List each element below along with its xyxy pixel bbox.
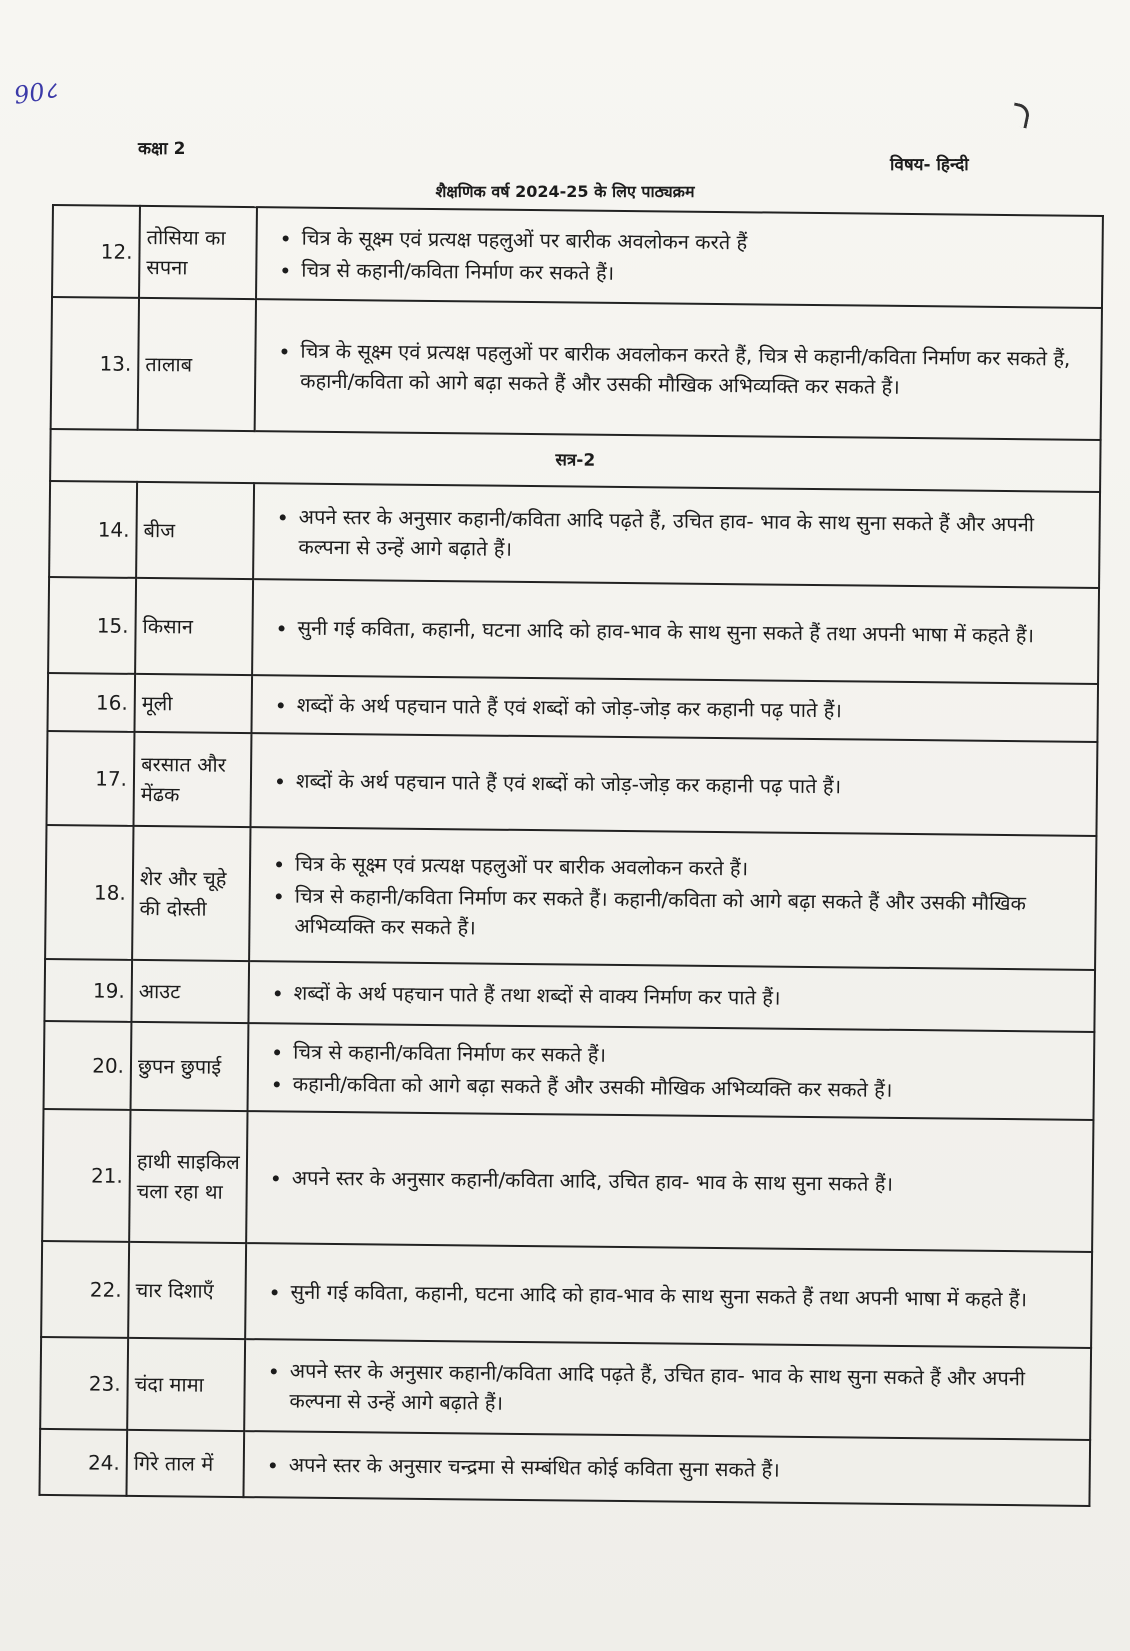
document-title: शैक्षणिक वर्ष 2024-25 के लिए पाठ्यक्रम — [435, 182, 695, 201]
outcome-list — [264, 1276, 1080, 1315]
outcome-list — [267, 1036, 1084, 1107]
lesson-title: बरसात और मेंढक — [133, 732, 251, 827]
outcome-item: • चित्र से कहानी/कविता निर्माण कर सकते हैं। — [293, 1037, 1083, 1075]
table-row — [40, 1337, 1091, 1440]
learning-outcomes — [245, 1243, 1092, 1348]
lesson-number: 23. — [40, 1337, 128, 1430]
table-row — [42, 1109, 1093, 1252]
outcome-item: • शब्दों के अर्थ पहचान पाते हैं एवं शब्दों को जोड़-जोड़ कर कहानी पढ़ पाते हैं। — [297, 690, 1087, 728]
outcome-list — [271, 689, 1087, 728]
lesson-title: आउट — [131, 960, 249, 1023]
lesson-title: तालाब — [138, 298, 256, 431]
lesson-title: बीज — [136, 482, 254, 579]
lesson-title: मूली — [134, 674, 252, 733]
table-row — [47, 673, 1098, 742]
learning-outcomes — [244, 1339, 1091, 1440]
subject-label: विषय- हिन्दी — [890, 155, 969, 175]
outcome-list — [266, 1162, 1082, 1201]
outcome-list — [268, 848, 1085, 949]
outcome-list — [268, 977, 1084, 1016]
outcome-item: • शब्दों के अर्थ पहचान पाते हैं तथा शब्दों से वाक्य निर्माण कर पाते हैं। — [294, 978, 1084, 1016]
table-row — [41, 1241, 1092, 1348]
lesson-title: चार दिशाएँ — [128, 1242, 246, 1339]
outcome-list — [274, 335, 1091, 404]
outcome-item: • चित्र के सूक्ष्म एवं प्रत्यक्ष पहलुओं पर बारीक अवलोकन करते हैं। — [295, 849, 1085, 887]
lesson-number: 16. — [47, 673, 135, 732]
lesson-number: 17. — [46, 731, 134, 826]
syllabus-table-body — [39, 205, 1102, 1506]
table-row — [48, 577, 1099, 684]
outcome-list — [272, 501, 1089, 570]
learning-outcomes — [249, 827, 1096, 970]
lesson-number: 21. — [42, 1109, 130, 1242]
table-row — [44, 959, 1095, 1032]
outcome-item: • सुनी गई कविता, कहानी, घटना आदि को हाव-भाव के साथ सुना सकते हैं तथा अपनी भाषा में कहते हैं। — [297, 613, 1087, 651]
table-row — [44, 1021, 1095, 1120]
learning-outcomes — [248, 1023, 1095, 1120]
lesson-number: 12. — [52, 205, 140, 298]
outcome-item: • शब्दों के अर्थ पहचान पाते हैं एवं शब्दों को जोड़-जोड़ कर कहानी पढ़ पाते हैं। — [296, 766, 1086, 804]
lesson-number: 24. — [39, 1429, 127, 1496]
learning-outcomes — [243, 1431, 1090, 1506]
learning-outcomes — [251, 675, 1098, 742]
outcome-item: • कहानी/कविता को आगे बढ़ा सकते हैं और उसकी मौखिक अभिव्यक्ति कर सकते हैं। — [293, 1069, 1083, 1107]
outcome-item: • सुनी गई कविता, कहानी, घटना आदि को हाव-भाव के साथ सुना सकते हैं तथा अपनी भाषा में कहते हैं। — [290, 1277, 1080, 1315]
lesson-title: किसान — [135, 578, 253, 675]
outcome-item: • अपने स्तर के अनुसार कहानी/कविता आदि पढ़ते हैं, उचित हाव- भाव के साथ सुना सकते हैं और अपनी कल्पना से उन्हें आगे बढ़ाते हैं। — [289, 1356, 1080, 1424]
learning-outcomes — [250, 733, 1097, 836]
learning-outcomes — [246, 1111, 1093, 1252]
lesson-number: 20. — [44, 1021, 132, 1110]
lesson-title: गिरे ताल में — [126, 1430, 244, 1497]
lesson-title: हाथी साइकिल चला रहा था — [129, 1110, 247, 1243]
lesson-number: 14. — [49, 481, 137, 578]
lesson-title: तोसिया का सपना — [139, 206, 257, 299]
lesson-number: 18. — [45, 825, 133, 960]
pen-mark — [1010, 102, 1031, 128]
table-row — [49, 481, 1100, 588]
syllabus-table — [38, 204, 1103, 1507]
outcome-list — [275, 222, 1092, 293]
table-row — [45, 825, 1096, 970]
learning-outcomes — [248, 961, 1095, 1032]
outcome-item: • अपने स्तर के अनुसार कहानी/कविता आदि, उचित हाव- भाव के साथ सुना सकते हैं। — [292, 1163, 1082, 1201]
lesson-number: 19. — [44, 959, 132, 1022]
lesson-title: छुपन छुपाई — [131, 1022, 249, 1111]
outcome-item: • चित्र से कहानी/कविता निर्माण कर सकते हैं। — [301, 255, 1091, 293]
section-heading: सत्र-2 — [50, 429, 1100, 492]
table-row — [52, 205, 1103, 308]
outcome-item: • अपने स्तर के अनुसार चन्द्रमा से सम्बंधित कोई कविता सुना सकते हैं। — [289, 1450, 1079, 1488]
learning-outcomes — [255, 299, 1102, 440]
lesson-number: 15. — [48, 577, 136, 674]
outcome-item: • अपने स्तर के अनुसार कहानी/कविता आदि पढ़ते हैं, उचित हाव- भाव के साथ सुना सकते हैं और अपनी कल्पना से उन्हें आगे बढ़ाते हैं। — [298, 502, 1089, 570]
table-row — [46, 731, 1097, 836]
outcome-list — [270, 765, 1086, 804]
outcome-item: • चित्र के सूक्ष्म एवं प्रत्यक्ष पहलुओं पर बारीक अवलोकन करते हैं, चित्र से कहानी/कविता निर्माण कर सकते हैं, कहानी/कविता को आगे बढ़ा सकते हैं और उसकी मौखिक अभिव्यक्ति कर सकते हैं। — [300, 336, 1091, 404]
table-row — [39, 1429, 1090, 1506]
handwritten-note: 90८ — [12, 76, 59, 110]
learning-outcomes — [253, 483, 1100, 588]
outcome-list — [263, 1355, 1080, 1424]
table-row — [51, 297, 1102, 440]
learning-outcomes — [256, 207, 1103, 308]
class-label: कक्षा 2 — [138, 139, 186, 159]
learning-outcomes — [252, 579, 1099, 684]
lesson-number: 22. — [41, 1241, 129, 1338]
outcome-item: • चित्र से कहानी/कविता निर्माण कर सकते हैं। कहानी/कविता को आगे बढ़ा सकते हैं और उसकी मौखिक अभिव्यक्ति कर सकते हैं। — [294, 881, 1085, 949]
lesson-title: शेर और चूहे की दोस्ती — [132, 826, 250, 961]
lesson-title: चंदा मामा — [127, 1338, 245, 1431]
outcome-item: • चित्र के सूक्ष्म एवं प्रत्यक्ष पहलुओं पर बारीक अवलोकन करते हैं — [302, 223, 1092, 261]
syllabus-table-wrapper — [38, 204, 1103, 1507]
outcome-list — [271, 612, 1087, 651]
lesson-number: 13. — [51, 297, 139, 430]
outcome-list — [263, 1449, 1079, 1488]
